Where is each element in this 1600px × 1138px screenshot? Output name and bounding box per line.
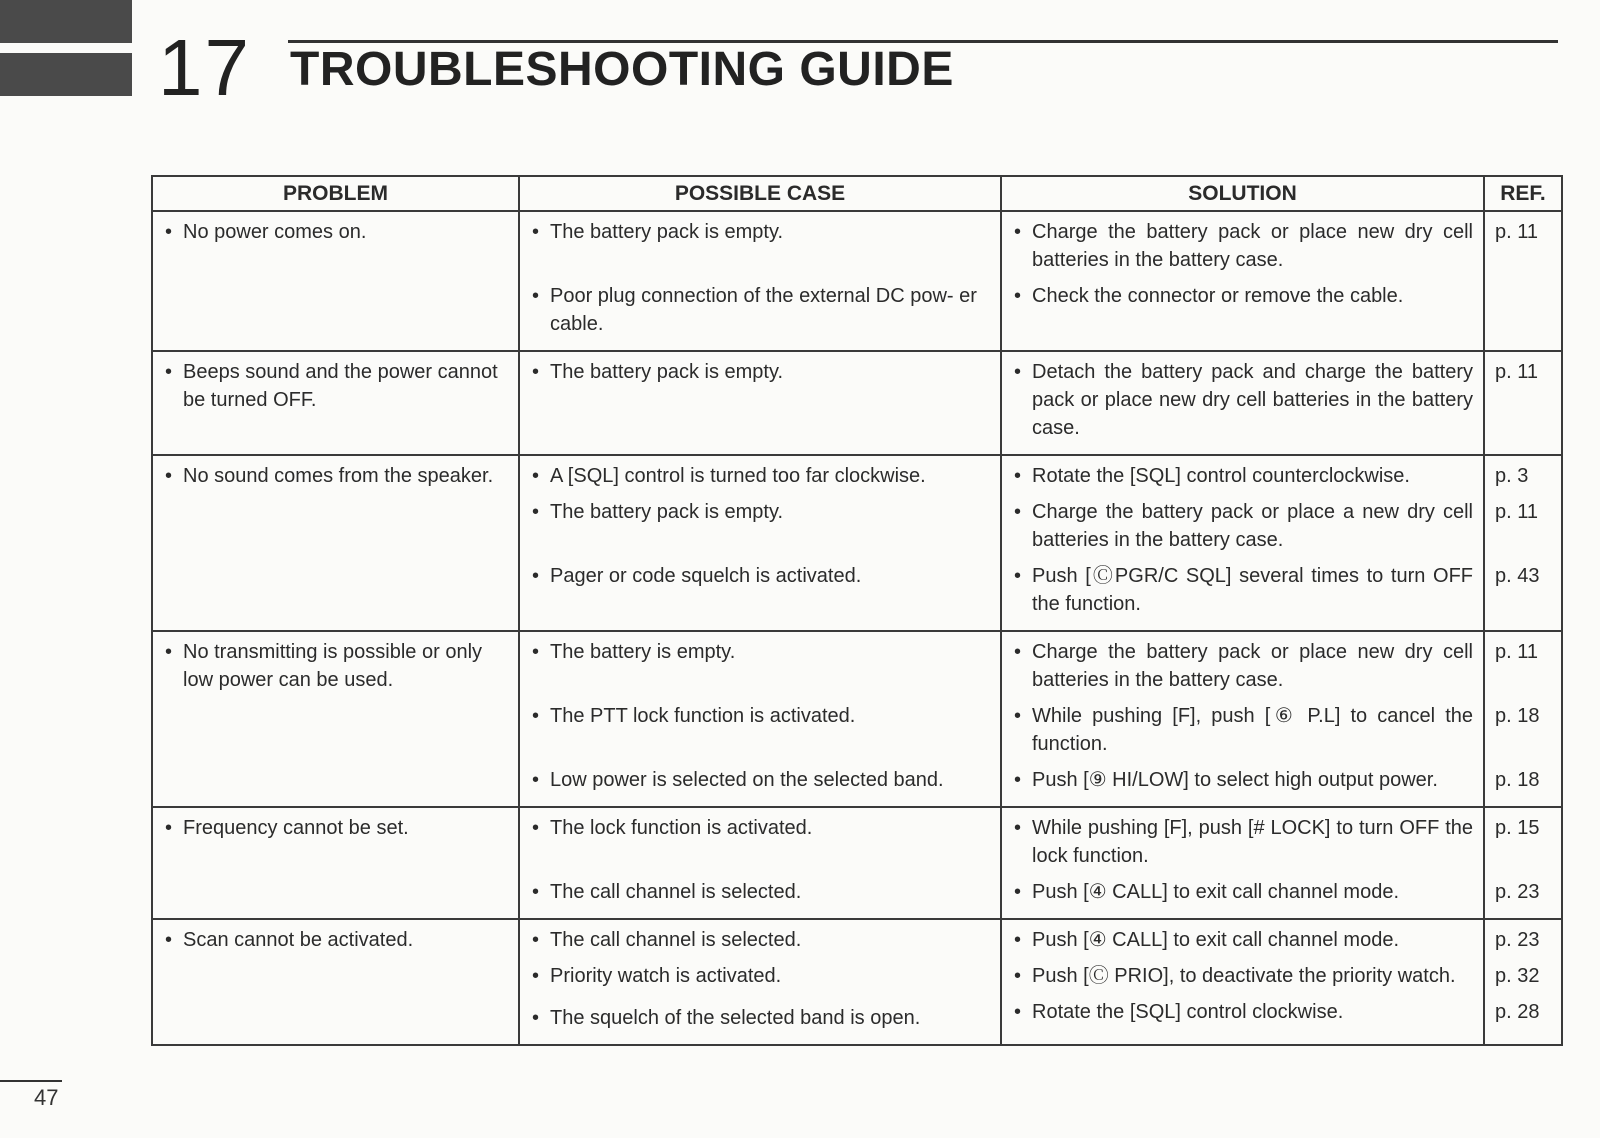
case-cell (519, 919, 1001, 1045)
problem-cell (152, 919, 519, 1045)
header-solution: SOLUTION (1001, 176, 1484, 211)
bullet: • (532, 221, 540, 243)
case-cell (519, 631, 1001, 807)
ref-text: p. 43 (1495, 565, 1540, 587)
bullet: • (532, 965, 540, 987)
problem-text-text: No sound comes from the speaker. (183, 465, 494, 487)
spacer (532, 738, 990, 744)
bullet: • (532, 705, 540, 727)
chapter-tab-bottom (0, 53, 132, 96)
case-text-text: A [SQL] control is turned too far clockwise. (550, 465, 926, 487)
problem-cell (152, 211, 519, 351)
case-text (532, 282, 990, 338)
ref-cell (1484, 211, 1562, 351)
bullet: • (532, 1007, 540, 1029)
bullet: • (165, 221, 173, 243)
problem-cell (152, 631, 519, 807)
case-cell (519, 351, 1001, 455)
bullet: • (165, 641, 173, 663)
ref-text: p. 28 (1495, 1001, 1540, 1023)
ref-cell (1484, 631, 1562, 807)
bullet: • (165, 929, 173, 951)
solution-text-text: Charge the battery pack or place new dry cell batteries in the battery case. (1032, 221, 1473, 271)
case-text (532, 358, 990, 386)
bullet: • (1014, 221, 1022, 243)
problem-text-text: Frequency cannot be set. (183, 817, 409, 839)
bullet: • (532, 881, 540, 903)
solution-text (1014, 638, 1473, 694)
problem-text-text: Scan cannot be activated. (183, 929, 414, 951)
solution-cell (1001, 211, 1484, 351)
ref-text: p. 23 (1495, 881, 1540, 903)
case-text (532, 562, 990, 590)
bullet: • (1014, 465, 1022, 487)
chapter-tab-top (0, 0, 132, 43)
bullet: • (532, 361, 540, 383)
table-row (152, 919, 1562, 1045)
solution-text-text: Push [ⒸPGR/C SQL] several times to turn OFF the function. (1032, 565, 1473, 615)
problem-text-text: Beeps sound and the power cannot be turned OFF. (183, 361, 498, 411)
bullet: • (532, 817, 540, 839)
solution-text-text: Charge the battery pack or place a new dry cell batteries in the battery case. (1032, 501, 1473, 551)
solution-text (1014, 878, 1473, 906)
problem-cell (152, 455, 519, 631)
solution-text (1014, 282, 1473, 310)
case-text-text: The battery pack is empty. (550, 221, 784, 243)
troubleshooting-table (151, 175, 1563, 1046)
solution-text-text: Detach the battery pack and charge the battery pack or place new dry cell batteries in the battery case. (1032, 361, 1473, 439)
table-header-row (152, 176, 1562, 211)
spacer (532, 534, 990, 540)
case-text-text: The PTT lock function is activated. (550, 705, 856, 727)
case-text (532, 498, 990, 526)
spacer (532, 850, 990, 856)
solution-text (1014, 766, 1473, 794)
problem-text (165, 638, 508, 694)
case-text (532, 702, 990, 730)
header-ref: REF. (1484, 176, 1562, 211)
spacer (532, 254, 990, 260)
ref-cell (1484, 455, 1562, 631)
solution-text (1014, 358, 1473, 442)
bullet: • (1014, 361, 1022, 383)
case-text-text: The lock function is activated. (550, 817, 813, 839)
table-row (152, 455, 1562, 631)
ref-text: p. 3 (1495, 465, 1529, 487)
bullet: • (1014, 881, 1022, 903)
case-text (532, 926, 990, 954)
problem-cell (152, 807, 519, 919)
solution-text-text: Charge the battery pack or place new dry cell batteries in the battery case. (1032, 641, 1473, 691)
bullet: • (1014, 501, 1022, 523)
ref-cell (1484, 807, 1562, 919)
solution-text-text: Push [Ⓒ PRIO], to deactivate the priority watch. (1032, 965, 1456, 987)
case-cell (519, 807, 1001, 919)
table-row (152, 211, 1562, 351)
bullet: • (532, 929, 540, 951)
case-text (532, 766, 990, 794)
ref-cell (1484, 919, 1562, 1045)
bullet: • (165, 361, 173, 383)
bullet: • (1014, 565, 1022, 587)
ref-text: p. 32 (1495, 965, 1540, 987)
solution-text-text: While pushing [F], push [⑥ P.L] to cancel the function. (1032, 705, 1473, 755)
case-text (532, 962, 990, 990)
problem-text (165, 814, 508, 842)
problem-text-text: No power comes on. (183, 221, 367, 243)
case-text-text: The squelch of the selected band is open. (550, 1007, 921, 1029)
header-possible-case: POSSIBLE CASE (519, 176, 1001, 211)
bullet: • (532, 285, 540, 307)
ref-text: p. 11 (1495, 641, 1538, 663)
case-text (532, 638, 990, 666)
solution-cell (1001, 919, 1484, 1045)
bullet: • (532, 565, 540, 587)
problem-text (165, 462, 508, 490)
solution-text-text: Push [⑨ HI/LOW] to select high output power. (1032, 769, 1438, 791)
ref-text: p. 11 (1495, 361, 1538, 383)
case-text-text: The call channel is selected. (550, 881, 802, 903)
ref-text: p. 18 (1495, 769, 1540, 791)
ref-text: p. 23 (1495, 929, 1540, 951)
case-cell (519, 455, 1001, 631)
solution-text-text: While pushing [F], push [# LOCK] to turn OFF the lock function. (1032, 817, 1473, 867)
case-text-text: Priority watch is activated. (550, 965, 782, 987)
table-row (152, 351, 1562, 455)
solution-cell (1001, 631, 1484, 807)
page-title: TROUBLESHOOTING GUIDE (290, 43, 954, 96)
solution-text-text: Push [④ CALL] to exit call channel mode. (1032, 929, 1400, 951)
case-text-text: Low power is selected on the selected band. (550, 769, 944, 791)
problem-cell (152, 351, 519, 455)
page-number: 47 (34, 1085, 59, 1110)
bullet: • (1014, 965, 1022, 987)
case-text-text: The call channel is selected. (550, 929, 802, 951)
page-number-rule (0, 1080, 62, 1082)
bullet: • (1014, 769, 1022, 791)
ref-text: p. 11 (1495, 501, 1538, 523)
header-problem: PROBLEM (152, 176, 519, 211)
solution-text-text: Check the connector or remove the cable. (1032, 285, 1404, 307)
solution-text (1014, 998, 1473, 1026)
case-text-text: The battery pack is empty. (550, 501, 784, 523)
case-cell (519, 211, 1001, 351)
solution-cell (1001, 351, 1484, 455)
case-text (532, 1004, 990, 1032)
bullet: • (165, 465, 173, 487)
problem-text (165, 926, 508, 954)
bullet: • (532, 465, 540, 487)
case-text (532, 878, 990, 906)
case-text (532, 462, 990, 490)
bullet: • (1014, 641, 1022, 663)
bullet: • (1014, 285, 1022, 307)
solution-text (1014, 702, 1473, 758)
solution-text (1014, 926, 1473, 954)
solution-text-text: Push [④ CALL] to exit call channel mode. (1032, 881, 1400, 903)
case-text-text: Pager or code squelch is activated. (550, 565, 862, 587)
bullet: • (532, 769, 540, 791)
solution-text (1014, 962, 1473, 990)
case-text-text: The battery pack is empty. (550, 361, 784, 383)
bullet: • (165, 817, 173, 839)
ref-text: p. 18 (1495, 705, 1540, 727)
case-text-text: The battery is empty. (550, 641, 736, 663)
problem-text-text: No transmitting is possible or only low power can be used. (183, 641, 483, 691)
table-row (152, 631, 1562, 807)
problem-text (165, 358, 508, 414)
case-text (532, 814, 990, 842)
problem-text (165, 218, 508, 246)
bullet: • (1014, 929, 1022, 951)
solution-cell (1001, 807, 1484, 919)
bullet: • (532, 501, 540, 523)
case-text (532, 218, 990, 246)
solution-text (1014, 218, 1473, 274)
spacer (532, 674, 990, 680)
solution-text (1014, 462, 1473, 490)
solution-cell (1001, 455, 1484, 631)
solution-text (1014, 562, 1473, 618)
ref-text: p. 11 (1495, 221, 1538, 243)
ref-text: p. 15 (1495, 817, 1540, 839)
table-row (152, 807, 1562, 919)
bullet: • (532, 641, 540, 663)
ref-cell (1484, 351, 1562, 455)
case-text-text: Poor plug connection of the external DC pow- er cable. (550, 285, 977, 335)
bullet: • (1014, 1001, 1022, 1023)
solution-text-text: Rotate the [SQL] control counterclockwise. (1032, 465, 1410, 487)
solution-text (1014, 498, 1473, 554)
bullet: • (1014, 817, 1022, 839)
solution-text (1014, 814, 1473, 870)
bullet: • (1014, 705, 1022, 727)
chapter-number: 17 (158, 23, 251, 112)
table-body (152, 211, 1562, 1045)
solution-text-text: Rotate the [SQL] control clockwise. (1032, 1001, 1344, 1023)
